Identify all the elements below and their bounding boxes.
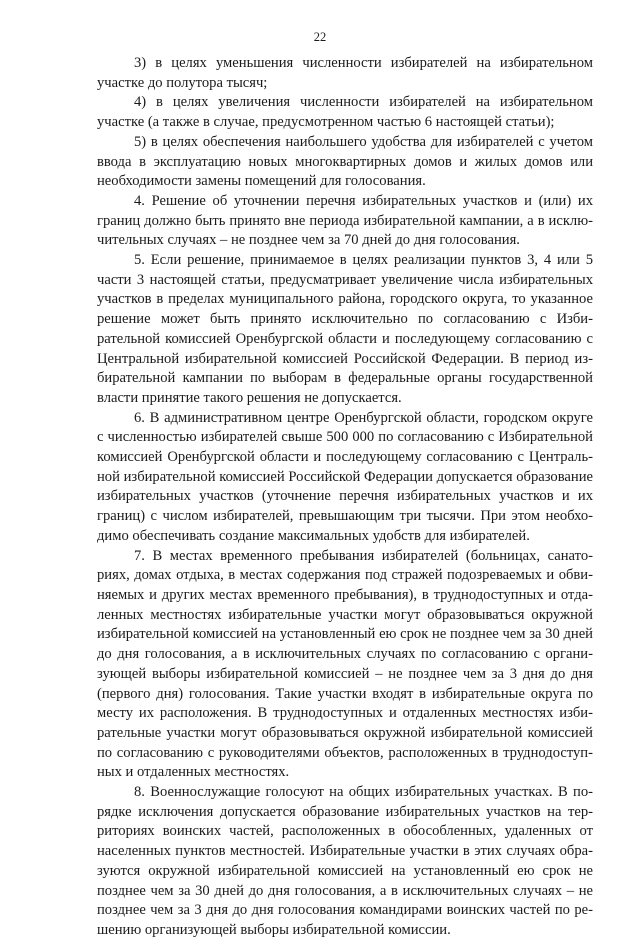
paragraph-5: 5. Если решение, принимаемое в целях реализации пунктов 3, 4 или 5 части 3 настоящей статьи, предусматривает увеличение числа избирательных участков в пределах муниципального района, городского округа, то указанное решение может быть принято исключительно по согласованию с Избирательной комиссией Оренбургской области и последующему согласованию с Центральной избирательной комиссией Российской Федерации. В период избирательной кампании по выборам в федеральные органы государственной власти принятие такого решения не допускается.: [97, 252, 593, 406]
paragraph-7: 7. В местах временного пребывания избирателей (больницах, санаториях, домах отдыха, в местах содержания под стражей подозреваемых и обвиняемых и других местах временного пребывания), в труднодоступных и отдаленных местностях избирательные участки могут образовываться окружной избирательной комиссией на установленный ею срок не позднее чем за 30 дней до дня голосования, а в исключительных случаях по согласованию с организующей выборы избирательной комиссией – не позднее чем за 3 дня до дня (первого дня) голосования. Такие участки входят в избирательные округа по месту их расположения. В труднодоступных и отдаленных местностях избирательные участки могут образовываться окружной избирательной комиссией по согласованию с руководителями объектов, расположенных в труднодоступных и отдаленных местностях.: [97, 547, 593, 781]
paragraph-4: 4. Решение об уточнении перечня избирательных участков и (или) их границ должно быть принято вне периода избирательной кампании, а в исключительных случаях – не позднее чем за 70 дней до дня голосования.: [97, 192, 593, 249]
page-number: 22: [313, 30, 327, 44]
paragraph-6: 6. В административном центре Оренбургской области, городском округе с численностью избирателей свыше 500 000 по согласованию с Избирательной комиссией Оренбургской области и последующему согласованию с Центральной избирательной комиссией Российской Федерации допускается образование избирательных участков (уточнение перечня избирательных участков и их границ) с числом избирателей, превышающим три тысячи. При этом необходимо обеспечивать создание максимальных удобств для избирателей.: [97, 409, 593, 544]
paragraph-item-5: 5) в целях обеспечения наибольшего удобства для избирателей с учетом ввода в эксплуатацию новых многоквартирных домов и жилых домов или необходимости замены помещений для голосования.: [97, 133, 593, 190]
paragraph-item-4: 4) в целях увеличения численности избирателей на избирательном участке (а также в случае, предусмотренном частью 6 настоящей статьи);: [97, 94, 593, 131]
paragraph-item-3: 3) в целях уменьшения численности избирателей на избирательном участке до полутора тысяч;: [97, 55, 593, 91]
document-body: [97, 54, 593, 941]
paragraph-8: 8. Военнослужащие голосуют на общих избирательных участках. В порядке исключения допускается образование избирательных участков на территориях воинских частей, расположенных в обособленных, удаленных от населенных пунктов местностей. Избирательные участки в этих случаях образуются окружной избирательной комиссией на установленный ею срок не позднее чем за 30 дней до дня голосования, а в исключительных случаях – не позднее чем за 3 дня до дня голосования командирами воинских частей по решению организующей выборы избирательной комиссии.: [97, 784, 593, 938]
